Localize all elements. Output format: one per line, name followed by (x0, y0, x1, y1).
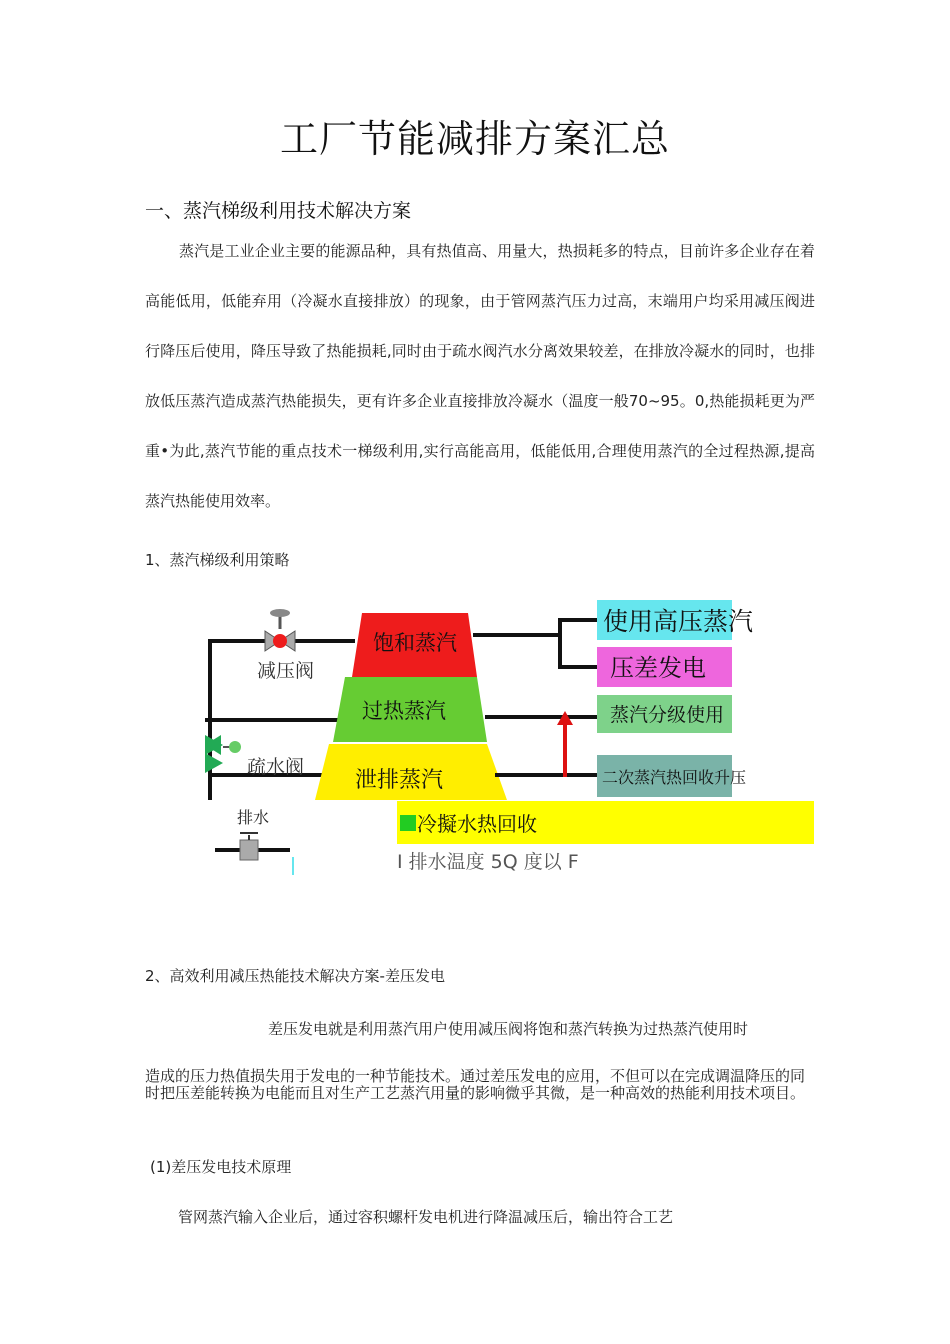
section1-paragraph (145, 226, 815, 526)
pressure-valve-label: 减压阀 (257, 660, 315, 682)
pressure-reducing-valve-icon (265, 609, 295, 651)
steam-staged-use-label: 蒸汽分级使用 (610, 704, 725, 726)
condensate-recovery-label: 冷擬水热回收 (417, 812, 537, 836)
superheated-steam-label: 过热蒸汽 (362, 699, 446, 723)
drain-valve-icon (215, 833, 290, 860)
subsection2-paragraph: 管网蒸汽输入企业后，通过容积螺杆发电机进行降温减压后，输出符合工艺 (178, 1208, 674, 1226)
page-title: 工厂节能减排方案汇总 (279, 117, 670, 161)
drain-label: 排水 (237, 808, 270, 827)
subsection2-heading: (1)差压发电技术原理 (150, 1158, 292, 1176)
pressure-diff-power-label: 压差发电 (610, 654, 706, 682)
use-hp-steam-label: 使用高压蒸汽 (603, 607, 754, 636)
steam-cascade-diagram (205, 595, 820, 880)
subsection1-heading: 1、蒸汽梯级利用策略 (145, 551, 290, 569)
section1-paragraph-text: 蒸汽是工业企业主要的能源品种，具有热值高、用量大，热损耗多的特点，目前许多企业存在着高能低用，低能弃用（冷凝水直接排放）的现象，由于管网蒸汽压力过高，末端用户均采用减压阀进行降压后使用，降压导致了热能损耗,同时由于疏水阀汽水分离效果较差，在排放冷凝水的同时，也排放低压蒸汽造成蒸汽热能损失，更有许多企业直接排放冷凝水（温度一般70~95。0,热能损耗更为严重•为此,蒸汽节能的重点技术一梯级利用,实行高能高用，低能低用,合理使用蒸汽的全过程热源,提高蒸汽热能使用效率。 (145, 242, 815, 510)
section2-paragraph: 造成的压力热值损失用于发电的一种节能技术。通过差压发电的应用，不但可以在完成调温降压的同时把压差能转换为电能而且对生产工艺蒸汽用量的影响微乎其微，是一种高效的热能利用技术项目。 (145, 1067, 806, 1102)
secondary-steam-recovery-label: 二次蒸汽热回收升压 (602, 768, 747, 787)
trap-valve-label: 疏水阀 (247, 756, 305, 778)
section2-heading: 2、高效利用减压热能技术解决方案-差压发电 (145, 967, 445, 985)
green-square-icon (400, 815, 416, 831)
saturated-steam-label: 饱和蒸汽 (373, 631, 457, 655)
upward-arrow-icon (557, 711, 573, 777)
flash-steam-label: 泄排蒸汽 (355, 768, 444, 793)
section2-para-line1: 差压发电就是利用蒸汽用户使用减压阀将饱和蒸汽转换为过热蒸汽使用时 (268, 1020, 749, 1038)
right-connectors (473, 620, 597, 775)
section1-heading: 一、蒸汽梯级利用技术解决方案 (145, 200, 412, 222)
drain-temp-label: I 排水温度 5Q 度以 F (397, 851, 579, 873)
